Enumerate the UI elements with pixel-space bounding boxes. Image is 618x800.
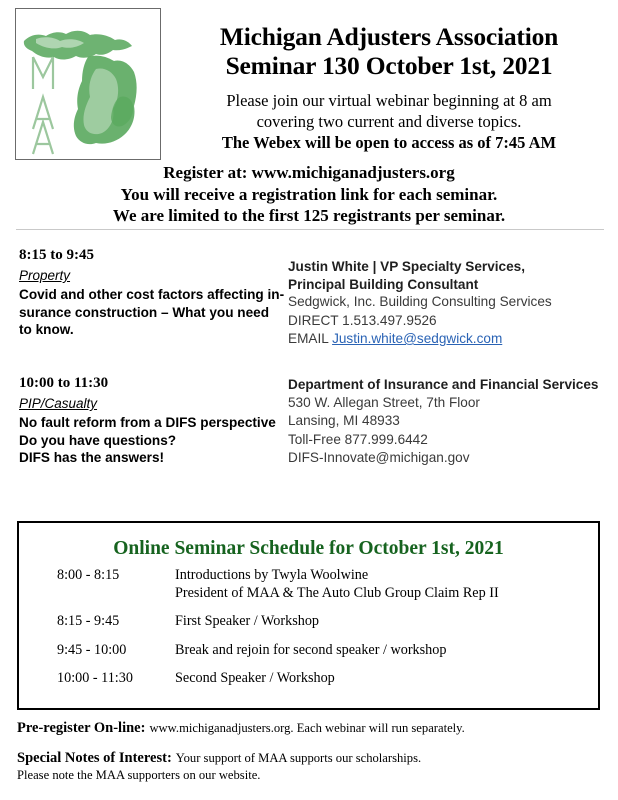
prereg-label: Pre-register On-line: xyxy=(17,720,146,736)
schedule-title: Online Seminar Schedule for October 1st, 2021 xyxy=(113,538,504,559)
subtitle-line3: The Webex will be open to access as of 7:45 AM xyxy=(221,133,557,152)
schedule-row-1-desc: First Speaker / Workshop xyxy=(175,613,320,629)
schedule-row-0-time: 8:00 - 8:15 xyxy=(57,567,120,583)
session-1-time: 8:15 to 9:45 xyxy=(19,247,94,263)
session-1-desc-line2: surance construction – What you need xyxy=(19,304,270,320)
table-row xyxy=(19,642,598,671)
register-line2: You will receive a registration link for each seminar. xyxy=(120,184,498,204)
table-row xyxy=(19,670,598,688)
speaker-1-phone: DIRECT 1.513.497.9526 xyxy=(288,312,437,328)
michigan-map-icon xyxy=(16,9,159,158)
speaker-contact-1 xyxy=(288,258,610,349)
schedule-row-2-time: 9:45 - 10:00 xyxy=(57,641,127,658)
title-block xyxy=(168,22,610,153)
session-2-category: PIP/Casualty xyxy=(19,396,98,411)
footer-spacer xyxy=(17,737,603,749)
schedule-box xyxy=(17,521,600,710)
schedule-row-1-time: 8:15 - 9:45 xyxy=(57,613,120,629)
speaker-1-company: Sedgwick, Inc. Building Consulting Services xyxy=(288,294,552,309)
notes-line2: Please note the MAA supporters on our website. xyxy=(17,768,261,782)
session-2-desc-line2: Do you have questions? xyxy=(19,432,177,448)
speaker-1-email-link[interactable]: Justin.white@sedgwick.com xyxy=(332,331,503,346)
flyer-subtitle xyxy=(168,90,610,153)
table-row xyxy=(19,567,598,613)
register-line3: We are limited to the first 125 registrants per seminar. xyxy=(112,206,506,225)
session-1-description xyxy=(19,286,287,339)
flyer-title-line2: Seminar 130 October 1st, 2021 xyxy=(225,51,553,80)
difs-address-street: 530 W. Allegan Street, 7th Floor xyxy=(288,394,480,410)
prereg-text: www.michiganadjusters.org. Each webinar will run separately. xyxy=(149,721,465,735)
speaker-1-title: Principal Building Consultant xyxy=(288,276,479,292)
difs-address-city: Lansing, MI 48933 xyxy=(288,413,400,428)
speaker-1-email-label: EMAIL xyxy=(288,331,333,346)
session-2-description xyxy=(19,414,287,467)
difs-email: DIFS-Innovate@michigan.gov xyxy=(288,450,470,465)
subtitle-line1: Please join our virtual webinar beginning at 8 am xyxy=(226,91,552,110)
speaker-1-email-row xyxy=(288,330,610,349)
header-divider xyxy=(16,229,604,230)
subtitle-line2: covering two current and diverse topics. xyxy=(256,112,522,131)
schedule-row-3-desc: Second Speaker / Workshop xyxy=(175,670,335,686)
flyer-title-line1: Michigan Adjusters Association xyxy=(219,22,559,51)
session-1-desc-line1: Covid and other cost factors affecting in- xyxy=(19,287,285,302)
schedule-table xyxy=(19,567,598,688)
flyer-footer xyxy=(17,719,603,783)
session-2-time: 10:00 to 11:30 xyxy=(19,375,109,391)
difs-phone: Toll-Free 877.999.6442 xyxy=(288,431,428,447)
schedule-row-3-time: 10:00 - 11:30 xyxy=(57,670,133,686)
schedule-row-2-desc: Break and rejoin for second speaker / workshop xyxy=(175,641,447,658)
session-1-desc-line3: to know. xyxy=(19,322,74,338)
notes-label: Special Notes of Interest: xyxy=(17,750,172,766)
flyer-header xyxy=(0,0,618,228)
register-block xyxy=(9,162,609,227)
notes-row xyxy=(17,749,603,767)
register-line1: Register at: www.michiganadjusters.org xyxy=(163,163,455,182)
speaker-contact-2 xyxy=(288,376,610,468)
maa-logo xyxy=(15,8,161,160)
prereg-row xyxy=(17,719,603,737)
schedule-row-0-desc-line1: Introductions by Twyla Woolwine xyxy=(175,567,369,583)
schedule-row-0-desc xyxy=(175,567,598,613)
difs-org-name: Department of Insurance and Financial Services xyxy=(288,377,599,392)
session-block-1 xyxy=(19,246,287,339)
notes-text: Your support of MAA supports our scholarships. xyxy=(175,751,422,765)
speaker-1-name: Justin White | VP Specialty Services, xyxy=(288,259,526,274)
session-block-2 xyxy=(19,374,287,467)
schedule-row-0-desc-line2: President of MAA & The Auto Club Group Claim Rep II xyxy=(175,584,499,601)
session-2-desc-line3: DIFS has the answers! xyxy=(19,450,165,466)
session-1-category: Property xyxy=(19,268,71,283)
session-2-desc-line1: No fault reform from a DIFS perspective xyxy=(19,415,276,430)
table-row xyxy=(19,613,598,642)
